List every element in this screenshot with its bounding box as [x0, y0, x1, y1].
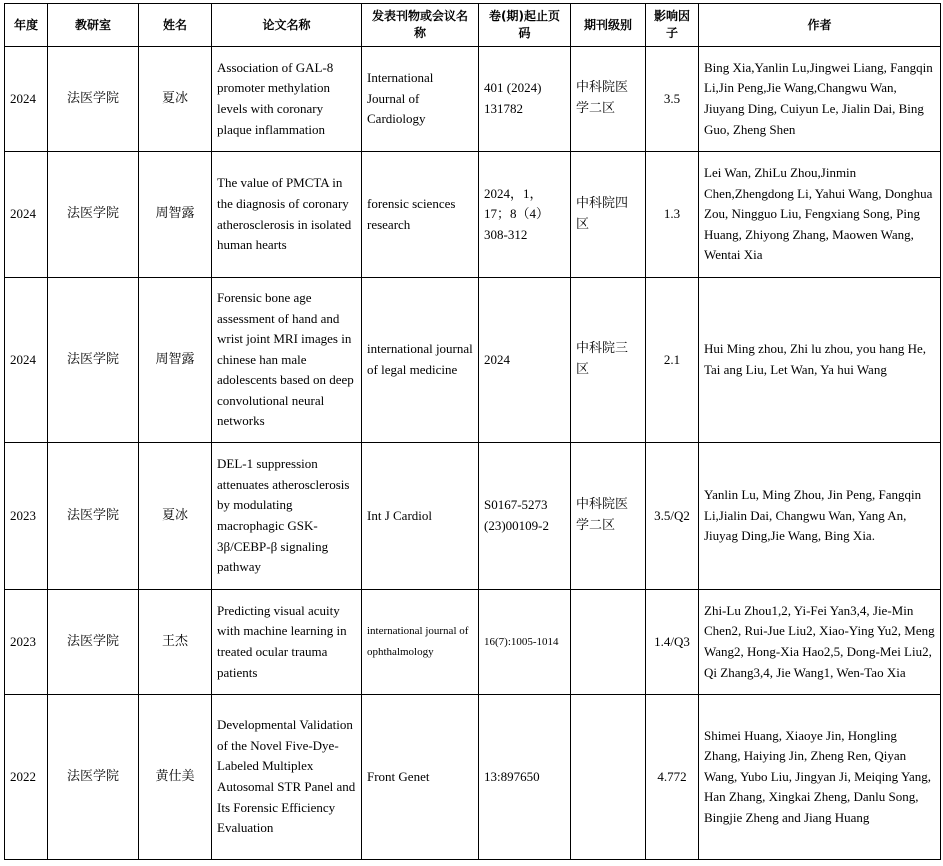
table-row: [5, 47, 941, 152]
cell-level: 中科院三区: [571, 278, 646, 443]
cell-title: Developmental Validation of the Novel Five-Dye-Labeled Multiplex Autosomal STR Panel and Its Forensic Efficiency Evaluation: [212, 695, 362, 860]
cell-journal: Front Genet: [362, 695, 479, 860]
table-row: [5, 695, 941, 860]
cell-dept: 法医学院: [48, 278, 139, 443]
cell-impact: 2.1: [646, 278, 699, 443]
cell-name: 王杰: [139, 590, 212, 695]
header-volume: 卷(期)起止页码: [479, 4, 571, 47]
cell-authors: Shimei Huang, Xiaoye Jin, Hongling Zhang, Haiying Jin, Zheng Ren, Qiyan Wang, Yubo Liu, Jingyan Ji, Meiqing Yang, Han Zhang, Xingkai Zheng, Danlu Song, Bingjie Zheng and Jiang Huang: [699, 695, 941, 860]
cell-year: 2024: [5, 278, 48, 443]
cell-journal: International Journal of Cardiology: [362, 47, 479, 152]
cell-title: DEL-1 suppression attenuates atherosclerosis by modulating macrophagic GSK-3β/CEBP-β signaling pathway: [212, 443, 362, 590]
cell-authors: Zhi-Lu Zhou1,2, Yi-Fei Yan3,4, Jie-Min Chen2, Rui-Jue Liu2, Xiao-Ying Yu2, Meng Wang2, Hong-Xia Hao2,5, Dong-Mei Liu2, Qi Zhang3,4, Jie Wang1, Wen-Tao Xia: [699, 590, 941, 695]
header-name: 姓名: [139, 4, 212, 47]
cell-level: 中科院四区: [571, 152, 646, 278]
cell-level: 中科院医学二区: [571, 47, 646, 152]
cell-name: 夏冰: [139, 443, 212, 590]
cell-level: [571, 590, 646, 695]
cell-dept: 法医学院: [48, 443, 139, 590]
cell-volume: 401 (2024) 131782: [479, 47, 571, 152]
table-row: [5, 278, 941, 443]
table-row: [5, 590, 941, 695]
cell-authors: Yanlin Lu, Ming Zhou, Jin Peng, Fangqin Li,Jialin Dai, Changwu Wan, Yang An, Jiuyag Ding,Jie Wang, Bing Xia.: [699, 443, 941, 590]
cell-name: 夏冰: [139, 47, 212, 152]
cell-authors: Hui Ming zhou, Zhi lu zhou, you hang He, Tai ang Liu, Let Wan, Ya hui Wang: [699, 278, 941, 443]
cell-title: Forensic bone age assessment of hand and wrist joint MRI images in chinese han male adolescents based on deep convolutional neural networks: [212, 278, 362, 443]
cell-title: Predicting visual acuity with machine learning in treated ocular trauma patients: [212, 590, 362, 695]
cell-title: The value of PMCTA in the diagnosis of coronary atherosclerosis in isolated human hearts: [212, 152, 362, 278]
header-journal: 发表刊物或会议名称: [362, 4, 479, 47]
cell-impact: 3.5: [646, 47, 699, 152]
cell-year: 2023: [5, 590, 48, 695]
cell-dept: 法医学院: [48, 695, 139, 860]
cell-authors: Bing Xia,Yanlin Lu,Jingwei Liang, Fangqin Li,Jin Peng,Jie Wang,Changwu Wan, Jiuyang Ding, Cuiyun Le, Jialin Dai, Bing Guo, Zheng Shen: [699, 47, 941, 152]
cell-name: 周智露: [139, 152, 212, 278]
table-row: [5, 443, 941, 590]
cell-year: 2024: [5, 152, 48, 278]
cell-volume: S0167-5273 (23)00109-2: [479, 443, 571, 590]
cell-impact: 1.4/Q3: [646, 590, 699, 695]
table-row: [5, 152, 941, 278]
cell-journal: forensic sciences research: [362, 152, 479, 278]
cell-name: 周智露: [139, 278, 212, 443]
cell-journal: Int J Cardiol: [362, 443, 479, 590]
cell-title: Association of GAL-8 promoter methylation levels with coronary plaque inflammation: [212, 47, 362, 152]
cell-volume: 13:897650: [479, 695, 571, 860]
header-impact: 影响因子: [646, 4, 699, 47]
header-year: 年度: [5, 4, 48, 47]
header-authors: 作者: [699, 4, 941, 47]
cell-impact: 4.772: [646, 695, 699, 860]
cell-impact: 3.5/Q2: [646, 443, 699, 590]
cell-journal: international journal of ophthalmology: [362, 590, 479, 695]
cell-volume: 2024，1，17；8（4）308-312: [479, 152, 571, 278]
header-row: [5, 4, 941, 47]
cell-year: 2023: [5, 443, 48, 590]
cell-impact: 1.3: [646, 152, 699, 278]
cell-year: 2024: [5, 47, 48, 152]
header-level: 期刊级别: [571, 4, 646, 47]
cell-dept: 法医学院: [48, 152, 139, 278]
cell-volume: 2024: [479, 278, 571, 443]
cell-dept: 法医学院: [48, 590, 139, 695]
cell-authors: Lei Wan, ZhiLu Zhou,Jinmin Chen,Zhengdong Li, Yahui Wang, Donghua Zou, Ningguo Liu, Fengxiang Song, Ping Huang, Zhiyong Zhang, Maowen Wang, Wentai Xia: [699, 152, 941, 278]
header-title: 论文名称: [212, 4, 362, 47]
cell-journal: international journal of legal medicine: [362, 278, 479, 443]
cell-volume: 16(7):1005-1014: [479, 590, 571, 695]
cell-name: 黄仕美: [139, 695, 212, 860]
cell-dept: 法医学院: [48, 47, 139, 152]
cell-level: [571, 695, 646, 860]
cell-level: 中科院医学二区: [571, 443, 646, 590]
cell-year: 2022: [5, 695, 48, 860]
header-dept: 教研室: [48, 4, 139, 47]
publications-table: [4, 3, 941, 860]
